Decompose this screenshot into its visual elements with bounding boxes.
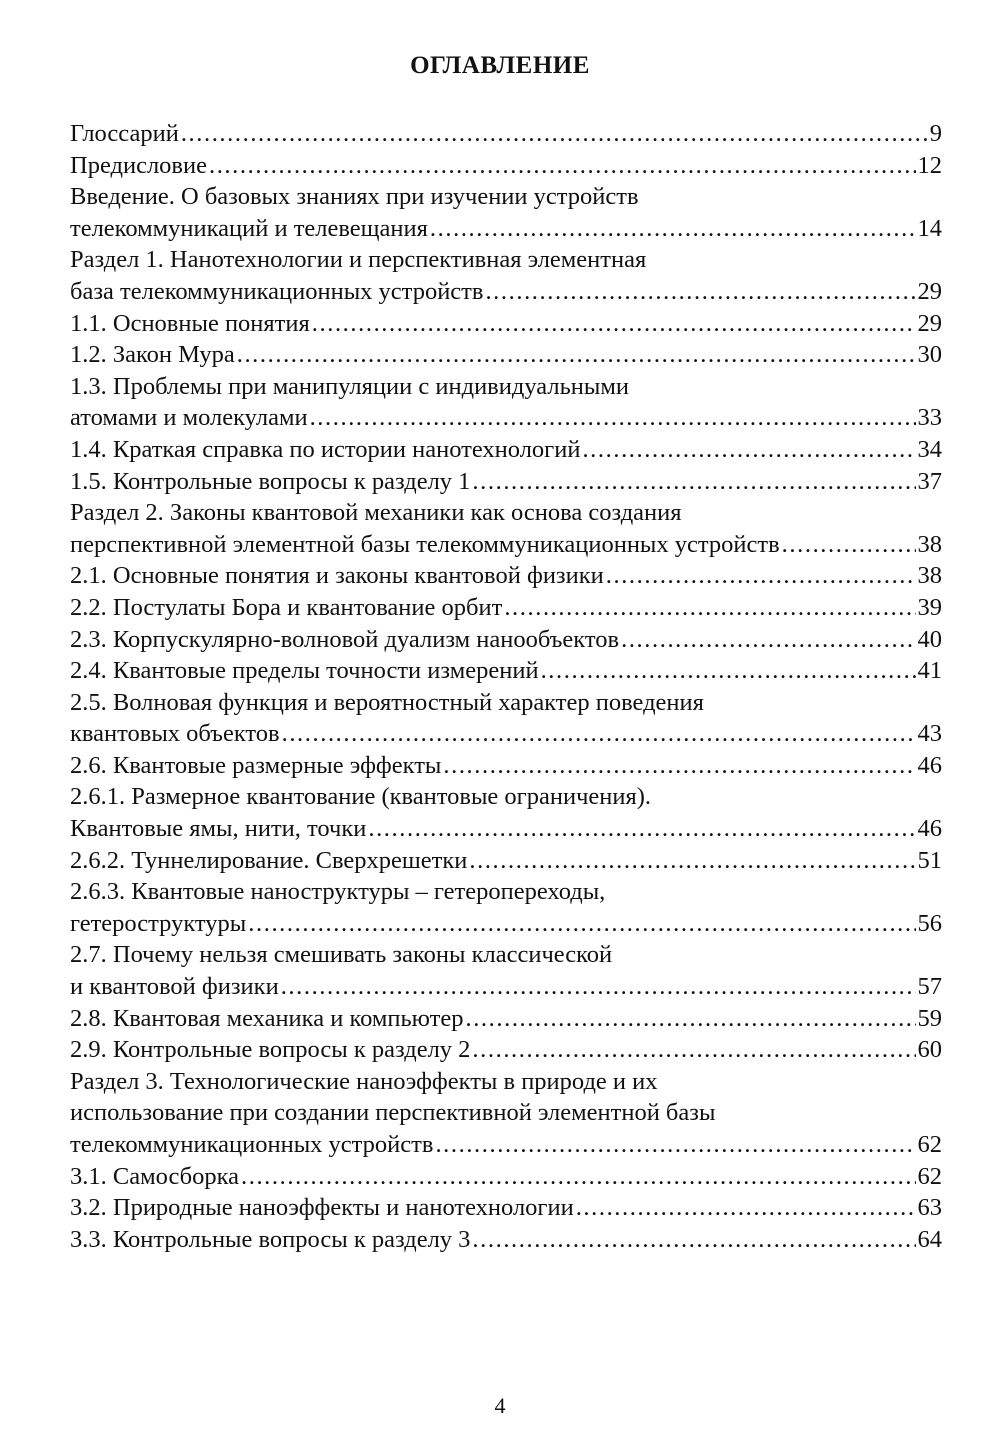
toc-entry-title-line: телекоммуникационных устройств (70, 1131, 434, 1158)
toc-entry-title-line: 2.6.1. Размерное квантование (квантовые ограничения). (70, 783, 652, 811)
toc-entry-title-line: 3.1. Самосборка (70, 1162, 239, 1190)
toc-entry-last-line (70, 560, 942, 592)
toc-entry-title-line: 2.4. Квантовые пределы точности измерений (70, 657, 539, 685)
toc-entry-title-line: Введение. О базовых знаниях при изучении устройств (70, 183, 639, 211)
dot-leader (582, 434, 915, 466)
toc-entry (70, 371, 942, 434)
dot-leader (435, 1129, 915, 1161)
toc-entry-page: 63 (917, 1194, 942, 1222)
toc-entry-page: 14 (917, 214, 942, 242)
toc-entry (70, 687, 942, 750)
toc-entry-page: 12 (917, 151, 942, 179)
toc-entry-page: 37 (917, 467, 942, 495)
toc-entry (70, 1003, 942, 1035)
toc-entry-last-line (70, 592, 942, 624)
toc-entry-last-line (70, 434, 942, 466)
dot-leader (576, 1192, 916, 1224)
dot-leader (472, 1034, 915, 1066)
toc-entry-title-line: база телекоммуникационных устройств (70, 277, 484, 305)
toc-entry-page: 62 (917, 1131, 942, 1158)
toc-entry-last-line (70, 118, 942, 150)
toc-entry (70, 624, 942, 656)
toc-entry-page: 60 (917, 1036, 942, 1064)
toc-entry-page: 46 (917, 751, 942, 779)
toc-entry (70, 308, 942, 340)
dot-leader (485, 276, 915, 308)
toc-entry-page: 39 (917, 593, 942, 621)
toc-entry-last-line (70, 308, 942, 340)
dot-leader (241, 1161, 916, 1193)
toc-entry-last-line (70, 1034, 942, 1066)
toc-entry-title-line: квантовых объектов (70, 720, 280, 748)
toc-entry (70, 150, 942, 182)
toc-entry (70, 876, 942, 939)
toc-entry-title-line: 2.2. Постулаты Бора и квантование орбит (70, 593, 503, 621)
toc-entry-title-line: гетероструктуры (70, 909, 247, 937)
toc-entry-page: 57 (917, 973, 942, 1001)
toc-entry-last-line (70, 813, 942, 845)
toc-entry-last-line (70, 750, 942, 782)
toc-entry-last-line (70, 276, 942, 308)
toc-entry (70, 1192, 942, 1224)
toc-entry-page: 30 (917, 341, 942, 369)
dot-leader (541, 655, 916, 687)
toc-entry-page: 41 (917, 657, 942, 685)
toc-entry (70, 1034, 942, 1066)
toc-entry-title-line: Предисловие (70, 151, 207, 179)
toc-entry (70, 1224, 942, 1256)
toc-entry-title-line: 1.2. Закон Мура (70, 341, 235, 369)
dot-leader (782, 529, 916, 561)
dot-leader (209, 150, 916, 182)
toc-entry (70, 655, 942, 687)
toc-entry-title-line: Раздел 3. Технологические наноэффекты в природе и их (70, 1067, 658, 1095)
toc-entry (70, 845, 942, 877)
toc-entry (70, 434, 942, 466)
toc-entry-page: 62 (917, 1162, 942, 1190)
dot-leader (237, 339, 916, 371)
toc-entry-page: 33 (917, 404, 942, 432)
toc-entry-title-line: 1.3. Проблемы при манипуляции с индивидуальными (70, 372, 629, 400)
toc-entry (70, 1066, 942, 1161)
toc-entry-last-line (70, 655, 942, 687)
toc-entry-page: 29 (917, 277, 942, 305)
toc-entry-title-line: 2.9. Контрольные вопросы к разделу 2 (70, 1036, 471, 1064)
toc-entry (70, 750, 942, 782)
toc-entry (70, 466, 942, 498)
toc-entry-title-line: 2.8. Квантовая механика и компьютер (70, 1004, 464, 1032)
dot-leader (504, 592, 915, 624)
toc-entry-title-line: использование при создании перспективной элементной базы (70, 1099, 716, 1127)
toc-entry-last-line (70, 718, 942, 750)
toc-entry-title-line: Квантовые ямы, нити, точки (70, 815, 367, 843)
toc-entry-last-line (70, 402, 942, 434)
toc-entry-page: 29 (917, 309, 942, 337)
dot-leader (248, 908, 915, 940)
dot-leader (443, 750, 915, 782)
toc-entry-last-line (70, 1192, 942, 1224)
toc-entry-title-line: 1.1. Основные понятия (70, 309, 310, 337)
toc-entry-last-line (70, 1003, 942, 1035)
toc-entry-page: 59 (917, 1004, 942, 1032)
toc-entry-title-line: 2.6.2. Туннелирование. Сверхрешетки (70, 846, 468, 874)
toc-entry-last-line (70, 845, 942, 877)
dot-leader (472, 1224, 915, 1256)
toc-entry-last-line (70, 1224, 942, 1256)
dot-leader (472, 466, 915, 498)
toc-entry-page: 38 (917, 562, 942, 590)
toc-entry-title-line: 2.5. Волновая функция и вероятностный характер поведения (70, 688, 704, 716)
toc-entry-title-line: и квантовой физики (70, 973, 279, 1001)
toc-entry-last-line (70, 213, 942, 245)
toc-entry-page: 40 (917, 625, 942, 653)
toc-entry-title-line: Раздел 2. Законы квантовой механики как основа создания (70, 499, 682, 527)
toc-entry-title-line: Раздел 1. Нанотехнологии и перспективная элементная (70, 246, 647, 274)
dot-leader (469, 845, 915, 877)
table-of-contents (70, 118, 942, 1255)
toc-entry-last-line (70, 466, 942, 498)
toc-entry-page: 38 (917, 530, 942, 558)
toc-entry-title-line: 2.6. Квантовые размерные эффекты (70, 751, 442, 779)
toc-entry (70, 781, 942, 844)
toc-entry (70, 939, 942, 1002)
toc-entry-last-line (70, 529, 942, 561)
toc-entry-title-line: атомами и молекулами (70, 404, 308, 432)
dot-leader (281, 971, 916, 1003)
toc-entry-title-line: 2.1. Основные понятия и законы квантовой физики (70, 562, 604, 590)
toc-entry-last-line (70, 1161, 942, 1193)
toc-entry-page: 9 (929, 120, 942, 147)
dot-leader (310, 402, 916, 434)
toc-entry-last-line (70, 624, 942, 656)
toc-entry-title-line: Глоссарий (70, 120, 179, 147)
toc-entry-title-line: 3.2. Природные наноэффекты и нанотехнологии (70, 1194, 574, 1222)
dot-leader (312, 308, 916, 340)
toc-entry-title-line: телекоммуникаций и телевещания (70, 214, 428, 242)
toc-entry-title-line: 3.3. Контрольные вопросы к разделу 3 (70, 1225, 471, 1253)
toc-entry (70, 244, 942, 307)
dot-leader (368, 813, 915, 845)
page-number: 4 (494, 1393, 506, 1418)
toc-entry-page: 43 (917, 720, 942, 748)
toc-entry-page: 64 (917, 1225, 942, 1253)
toc-entry-title-line: 2.7. Почему нельзя смешивать законы классической (70, 941, 613, 969)
toc-entry-page: 46 (917, 815, 942, 843)
dot-leader (181, 118, 928, 150)
toc-entry-last-line (70, 150, 942, 182)
dot-leader (282, 718, 916, 750)
toc-entry-last-line (70, 339, 942, 371)
toc-entry (70, 181, 942, 244)
toc-entry (70, 339, 942, 371)
dot-leader (621, 624, 915, 656)
dot-leader (606, 560, 916, 592)
toc-entry (70, 118, 942, 150)
toc-entry-title-line: 2.3. Корпускулярно-волновой дуализм нанообъектов (70, 625, 620, 653)
toc-entry-last-line (70, 971, 942, 1003)
toc-entry-last-line (70, 908, 942, 940)
dot-leader (430, 213, 916, 245)
toc-entry-page: 51 (917, 846, 942, 874)
toc-entry-page: 34 (917, 435, 942, 463)
toc-entry (70, 497, 942, 560)
toc-entry-last-line (70, 1129, 942, 1161)
toc-entry (70, 1161, 942, 1193)
toc-entry-title-line: 2.6.3. Квантовые наноструктуры – гетеропереходы, (70, 878, 606, 906)
toc-entry-title-line: перспективной элементной базы телекоммуникационных устройств (70, 530, 780, 558)
dot-leader (465, 1003, 915, 1035)
toc-entry-title-line: 1.5. Контрольные вопросы к разделу 1 (70, 467, 471, 495)
toc-entry (70, 560, 942, 592)
toc-entry-title-line: 1.4. Краткая справка по истории нанотехнологий (70, 435, 581, 463)
toc-entry-page: 56 (917, 909, 942, 937)
page-title: ОГЛАВЛЕНИЕ (410, 52, 590, 79)
toc-entry (70, 592, 942, 624)
